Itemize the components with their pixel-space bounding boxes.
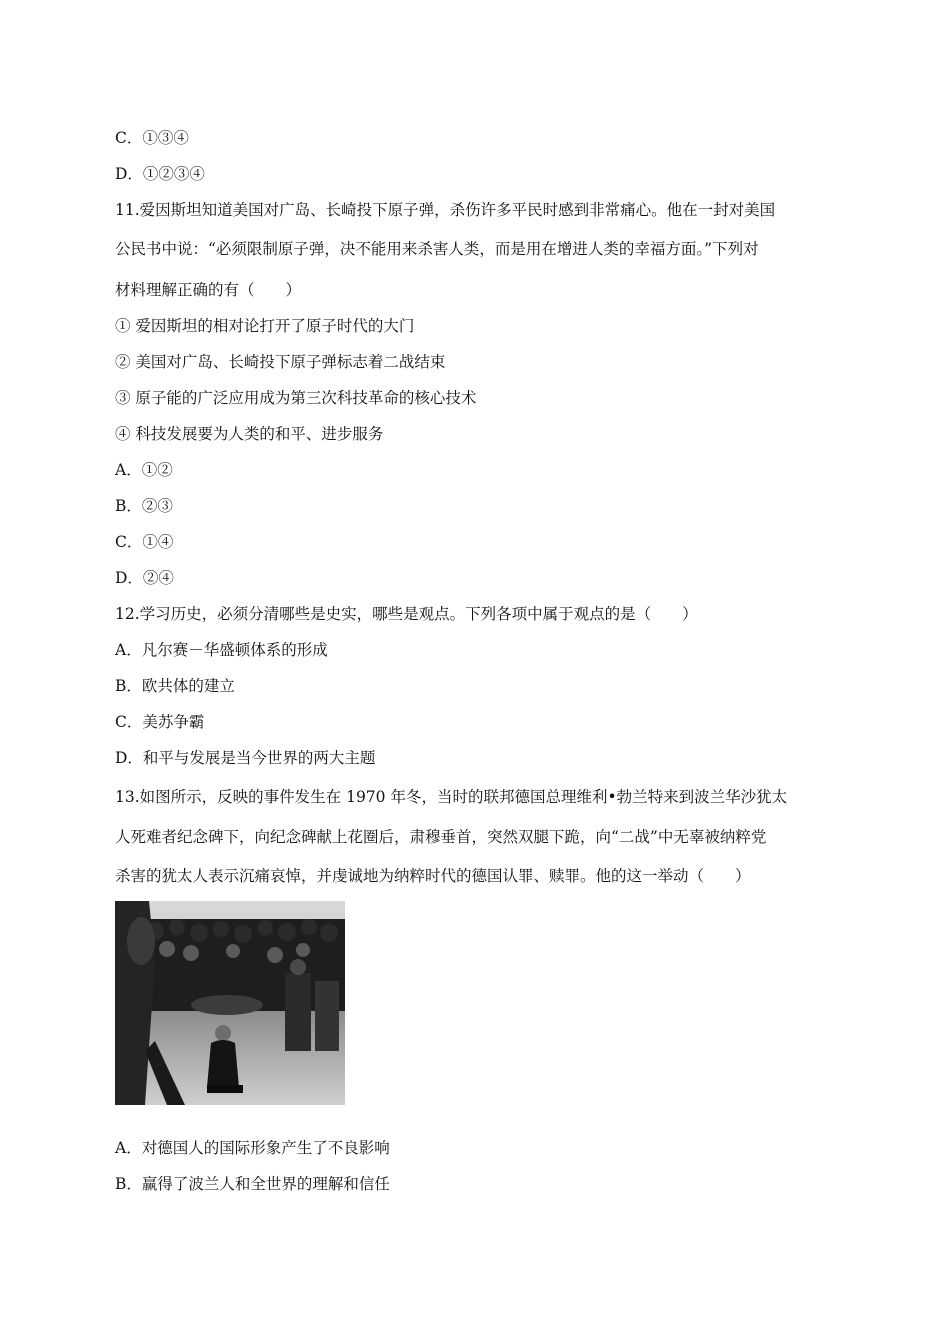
q12-option-a: A．凡尔赛－华盛顿体系的形成 [115,641,328,659]
q11-statement-1: ① 爱因斯坦的相对论打开了原子时代的大门 [115,317,415,335]
q12-stem: 12.学习历史，必须分清哪些是史实，哪些是观点。下列各项中属于观点的是（ ） [115,605,698,623]
q11-statement-4: ④ 科技发展要为人类的和平、进步服务 [115,425,384,443]
q13-stem-line-2: 人死难者纪念碑下，向纪念碑献上花圈后，肃穆垂首，突然双腿下跪，向“二战”中无辜被纳粹党 [115,828,767,846]
q10-option-d: D．①②③④ [115,165,205,183]
q11-stem-line-2: 公民书中说：“必须限制原子弹，决不能用来杀害人类，而是用在增进人类的幸福方面。”下列对 [115,240,759,258]
q12-option-c: C．美苏争霸 [115,713,205,731]
q13-stem-line-3: 杀害的犹太人表示沉痛哀悼，并虔诚地为纳粹时代的德国认罪、赎罪。他的这一举动（ ） [115,867,751,885]
q11-statement-3: ③ 原子能的广泛应用成为第三次科技革命的核心技术 [115,389,477,407]
q11-stem-line-1: 11.爱因斯坦知道美国对广岛、长崎投下原子弹，杀伤许多平民时感到非常痛心。他在一封对美国 [115,201,776,219]
q11-option-b: B．②③ [115,497,173,515]
q10-option-c: C．①③④ [115,129,189,147]
q11-stem-line-3: 材料理解正确的有（ ） [115,281,302,299]
q12-option-d: D．和平与发展是当今世界的两大主题 [115,749,376,767]
q11-statement-2: ② 美国对广岛、长崎投下原子弹标志着二战结束 [115,353,446,371]
photo-illustration [115,901,345,1105]
q11-option-a: A．①② [115,461,173,479]
q12-option-b: B．欧共体的建立 [115,677,235,695]
q13-stem-line-1: 13.如图所示，反映的事件发生在 1970 年冬，当时的联邦德国总理维利•勃兰特来到波兰华沙犹太 [115,788,788,806]
q13-option-a: A．对德国人的国际形象产生了不良影响 [115,1139,390,1157]
q11-option-d: D．②④ [115,569,174,587]
q13-option-b: B．赢得了波兰人和全世界的理解和信任 [115,1175,390,1193]
q11-option-c: C．①④ [115,533,174,551]
kneeling-chancellor-photo [115,901,345,1105]
